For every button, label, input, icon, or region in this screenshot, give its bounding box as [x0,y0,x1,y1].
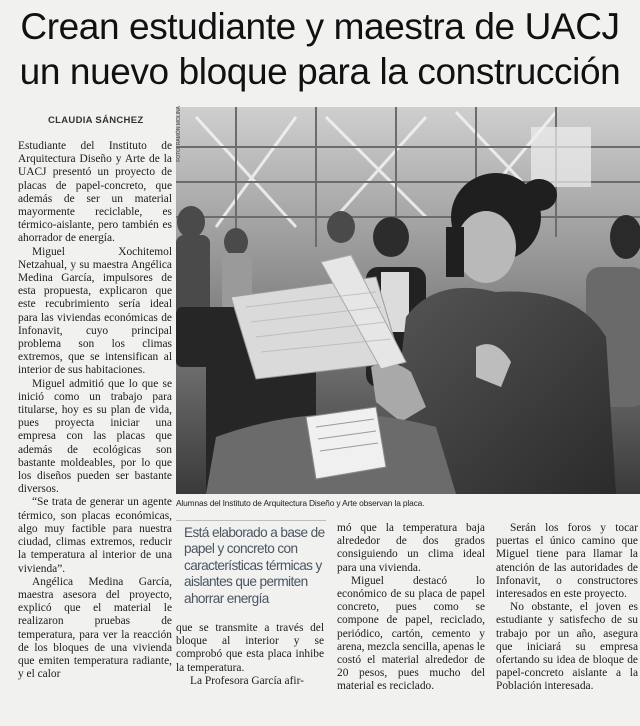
headline [0,4,640,94]
photo-caption: Alumnas del Instituto de Arquitectura Diseño y Arte observan la placa. [176,498,425,508]
paragraph: Miguel admitió que lo que se inició como un trabajo para titularse, hoy es su plan de vida, pues proyecta iniciar una empresa con las placas que además de ecológicas son bastante moldeables, por lo que los diseños pueden ser bastante diversos. [18,377,172,496]
paragraph: Angélica Medina García, maestra asesora del proyecto, explicó que el material le realizaron pruebas de temperatura, para ver la reacción de los bloques de una vivienda que emiten temperatura radiante, y el calor [18,575,172,681]
article-column-1 [18,140,172,681]
paragraph: Estudiante del Instituto de Arquitectura Diseño y Arte de la UACJ presentó un proyecto de placas de papel-concreto, que además de ser un material mayormente reciclable, es térmico-aislante, pero también es ahorrador de energía. [18,140,172,245]
paragraph: que se transmite a través del bloque al interior y se comprobó que esta placa inhibe la temperatura. [176,622,324,674]
paragraph: Serán los foros y tocar puertas el único camino que Miguel tiene para llamar la atención de las autoridades de Infonavit, o constructores interesados en este proyecto. [496,522,638,601]
article-column-2 [176,622,324,688]
pull-quote: Está elaborado a base de papel y concreto con características térmicas y aislantes que permiten ahorrar energía [176,520,326,615]
paragraph: mó que la temperatura baja alrededor de dos grados consiguiendo un clima ideal para una vivienda. [337,522,485,574]
headline-line-2: un nuevo bloque para la construcción [19,51,621,92]
paragraph: No obstante, el joven es estudiante y satisfecho de su trabajo por un año, asegura que iniciará su empresa ofertando su idea de bloque de papel-concreto aislante a la Población interesada. [496,601,638,693]
paragraph: La Profesora García afir- [190,674,304,687]
article-column-3 [337,522,485,694]
photo-students-classroom [176,107,640,494]
paragraph: “Se trata de generar un agente térmico, son placas económicas, algo muy factible para nuestra ciudad, climas extremos, reducir la temperatura al interior de una vivienda”. [18,496,172,575]
paragraph: Miguel Xochitemol Netzahual, y su maestra Angélica Medina García, impulsores de esta propuesta, explicaron que este recubrimiento sería ideal para las viviendas económicas de Infonavit, cuyo principal problema son los climas extremos, que se intensifican al interior de sus habitaciones. [18,245,172,377]
byline: CLAUDIA SÁNCHEZ [48,115,144,126]
paragraph: Miguel destacó lo económico de su placa de papel concreto, pues como se compone de papel, reciclado, periódico, cartón, cemento y arena, mezcla sencilla, apenas le costó el material alrededor de 20 pesos, pues mucho del material es reciclado. [337,574,485,693]
photo-credit: FOTO: RAMÓN MOLINA [176,106,182,162]
article-photo [176,107,640,494]
headline-line-1: Crean estudiante y maestra de UACJ [20,6,620,47]
article-column-4 [496,522,638,694]
